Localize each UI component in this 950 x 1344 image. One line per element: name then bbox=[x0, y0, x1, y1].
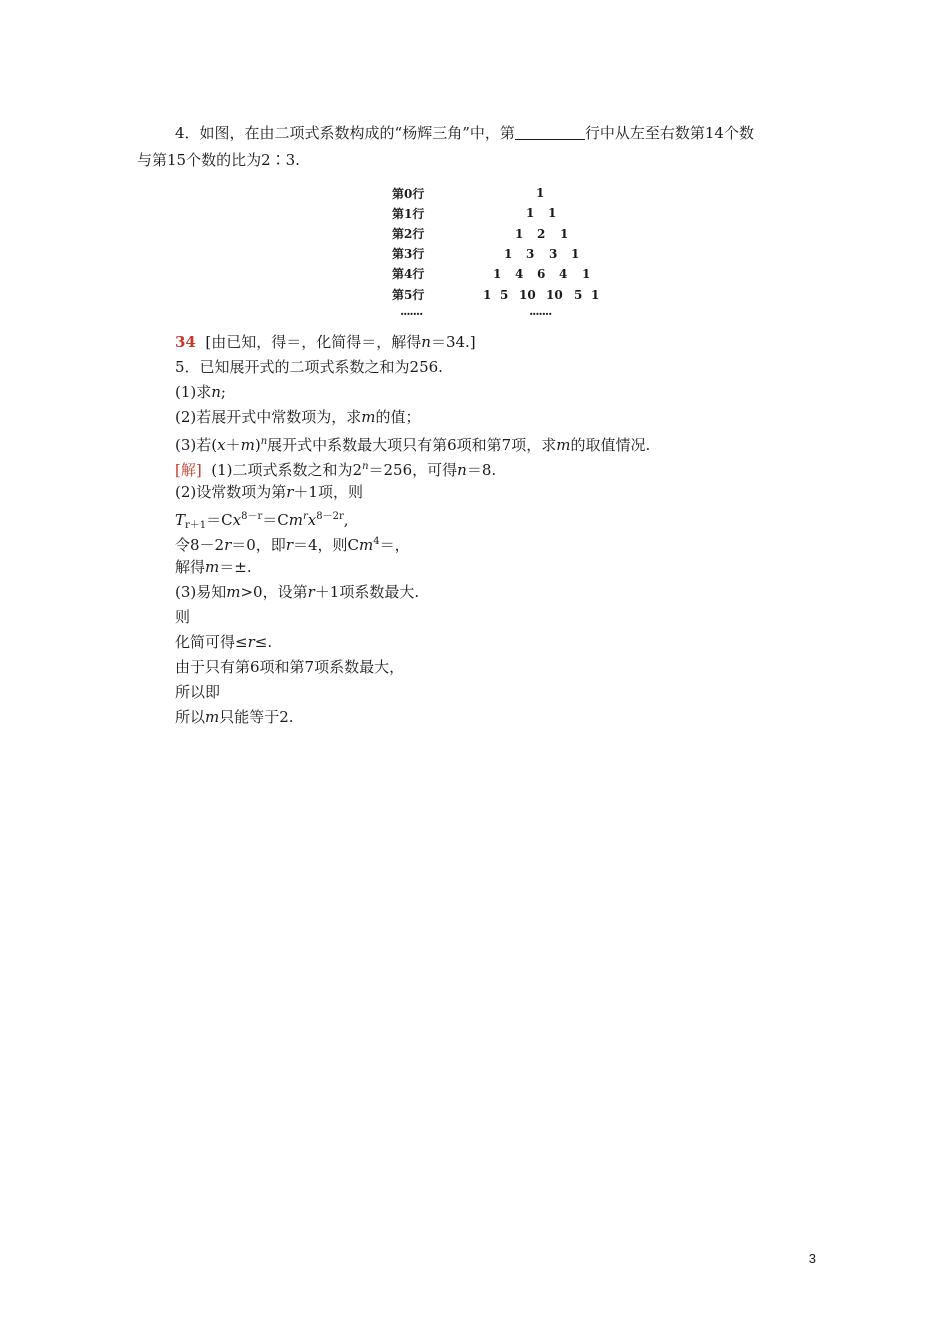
answer-value: 34 bbox=[175, 333, 196, 351]
solution-line-5: 解得m＝±. bbox=[175, 558, 252, 576]
triangle-ellipsis: ....... bbox=[400, 304, 423, 318]
solution-tag: [解] bbox=[175, 461, 202, 479]
solution-line-7: 则 bbox=[175, 608, 191, 626]
triangle-number: 2 bbox=[537, 227, 546, 241]
page-number: 3 bbox=[808, 1251, 816, 1266]
q5-part-1: (1)求n; bbox=[175, 383, 226, 401]
triangle-row-label: 第1行 bbox=[392, 207, 425, 221]
triangle-number: 1 bbox=[493, 267, 502, 281]
triangle-number: 1 bbox=[504, 247, 513, 261]
triangle-number: 5 bbox=[500, 288, 509, 302]
solution-line-3: $T_{r+1}=Cx^{8-r}=Cm^rx^{8-2r}$, bbox=[175, 511, 349, 531]
triangle-number: 1 bbox=[536, 186, 545, 200]
answer-4: 34 [由已知，得＝，化简得＝，解得n＝34.] bbox=[175, 333, 476, 351]
q4-line-2: 与第15个数的比为2∶3. bbox=[137, 151, 300, 169]
answer-blank bbox=[515, 125, 585, 140]
triangle-number: 10 bbox=[519, 288, 536, 302]
triangle-number: 1 bbox=[483, 288, 492, 302]
solution-line-10: 所以即 bbox=[175, 683, 221, 701]
q4-line-1 bbox=[175, 123, 754, 143]
triangle-number: 1 bbox=[591, 288, 600, 302]
q4-text-suffix: 行中从左至右数第14个数 bbox=[584, 124, 754, 142]
triangle-number: 1 bbox=[571, 247, 580, 261]
solution-line-1: [解] (1)二项式系数之和为$2^n=256$，可得n＝8. bbox=[175, 461, 497, 479]
triangle-number: 3 bbox=[549, 247, 558, 261]
triangle-row-label: 第2行 bbox=[392, 227, 425, 241]
answer-explanation: [由已知，得＝，化简得＝，解得 bbox=[205, 333, 422, 351]
solution-line-9: 由于只有第6项和第7项系数最大， bbox=[175, 658, 405, 676]
triangle-number: 1 bbox=[548, 206, 557, 220]
triangle-number: 1 bbox=[515, 227, 524, 241]
triangle-number: 5 bbox=[574, 288, 583, 302]
solution-line-4: 令8－2r＝0，即r＝4，则$Cm^4=$， bbox=[175, 536, 410, 554]
q5-stem: 5．已知展开式的二项式系数之和为256. bbox=[175, 358, 443, 376]
q5-part-3: (3)若$(x+m)^n$展开式中系数最大项只有第6项和第7项，求m的取值情况. bbox=[175, 436, 651, 454]
solution-line-2: (2)设常数项为第r＋1项，则 bbox=[175, 483, 363, 501]
triangle-ellipsis: ....... bbox=[529, 304, 552, 318]
q5-part-2: (2)若展开式中常数项为，求m的值； bbox=[175, 408, 421, 426]
triangle-number: 1 bbox=[526, 206, 535, 220]
triangle-number: 10 bbox=[546, 288, 563, 302]
triangle-number: 3 bbox=[526, 247, 535, 261]
triangle-row-label: 第3行 bbox=[392, 247, 425, 261]
triangle-number: 1 bbox=[582, 267, 591, 281]
triangle-row-label: 第5行 bbox=[392, 288, 425, 302]
triangle-number: 1 bbox=[560, 227, 569, 241]
solution-line-6: (3)易知m>0，设第r＋1项系数最大. bbox=[175, 583, 420, 601]
triangle-row-label: 第0行 bbox=[392, 187, 425, 201]
q4-text-prefix: 4．如图，在由二项式系数构成的“杨辉三角”中，第 bbox=[175, 124, 515, 142]
solution-line-8: 化简可得≤r≤. bbox=[175, 633, 273, 651]
triangle-number: 4 bbox=[515, 267, 524, 281]
solution-line-11: 所以m只能等于2. bbox=[175, 708, 294, 726]
triangle-number: 4 bbox=[559, 267, 568, 281]
triangle-row-label: 第4行 bbox=[392, 267, 425, 281]
triangle-number: 6 bbox=[537, 267, 546, 281]
